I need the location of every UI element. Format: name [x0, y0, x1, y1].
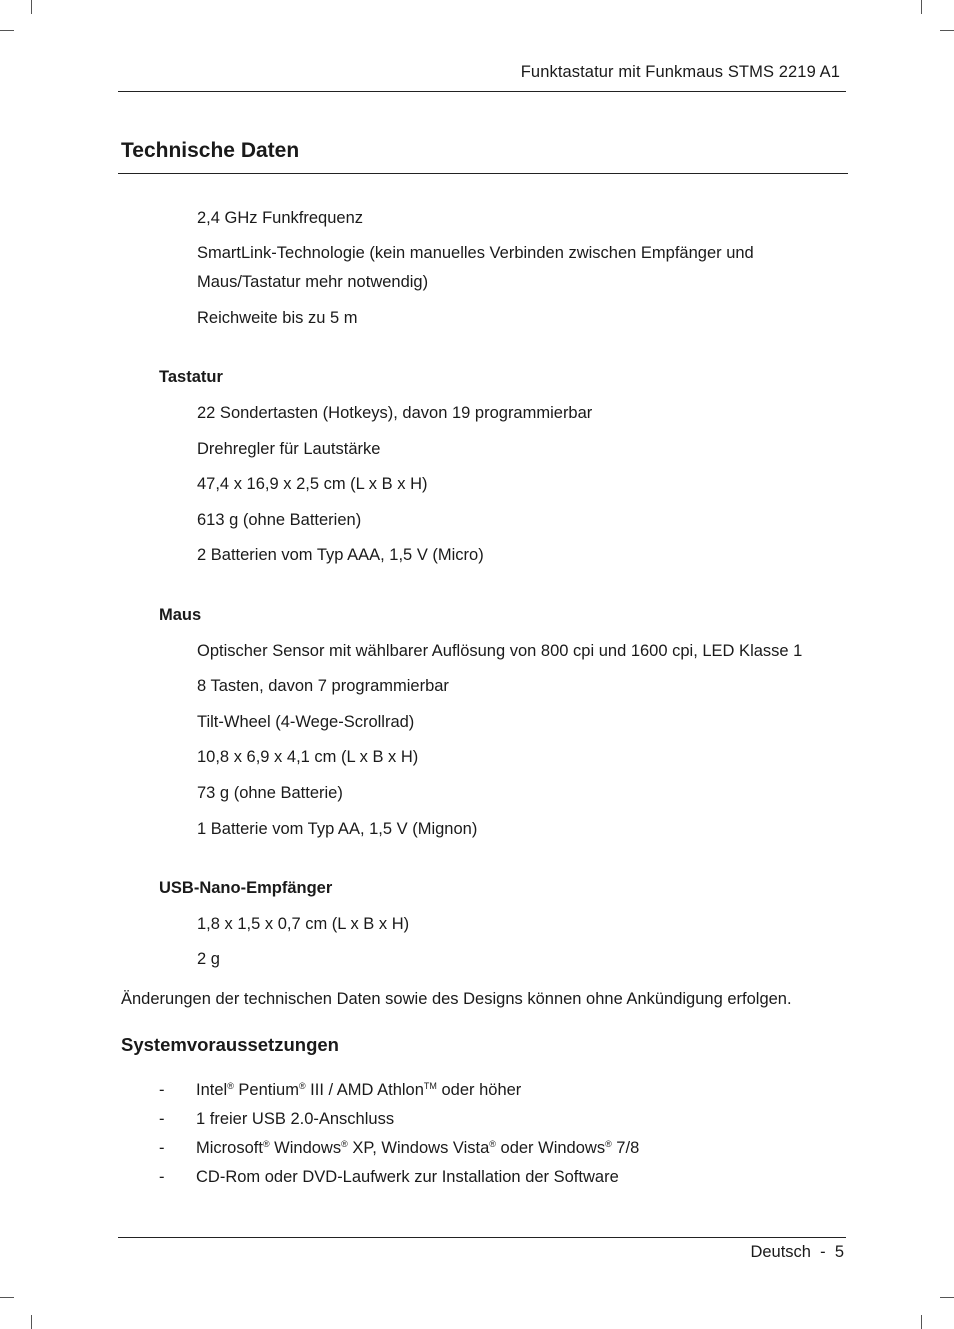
- spec-item: 2,4 GHz Funkfrequenz: [197, 209, 363, 227]
- mouse-heading: Maus: [159, 606, 202, 624]
- keyboard-heading: Tastatur: [159, 368, 223, 386]
- spec-item: 2 g: [197, 950, 220, 968]
- spec-item: SmartLink-Technologie (kein manuelles Verbinden zwischen Empfänger und: [197, 244, 754, 262]
- list-bullet: -: [159, 1168, 165, 1186]
- spec-item: Maus/Tastatur mehr notwendig): [197, 273, 429, 291]
- list-bullet: -: [159, 1081, 165, 1099]
- list-bullet: -: [159, 1110, 165, 1128]
- spec-item: Reichweite bis zu 5 m: [197, 309, 358, 327]
- crop-mark: [0, 30, 14, 31]
- requirement-item: Microsoft® Windows® XP, Windows Vista® oder Windows® 7/8: [196, 1139, 640, 1157]
- registered-mark: ®: [605, 1139, 612, 1149]
- spec-item: 73 g (ohne Batterie): [197, 784, 343, 802]
- spec-item: 10,8 x 6,9 x 4,1 cm (L x B x H): [197, 748, 419, 766]
- change-notice: Änderungen der technischen Daten sowie des Designs können ohne Ankündigung erfolgen.: [121, 990, 792, 1008]
- requirement-item: 1 freier USB 2.0-Anschluss: [196, 1110, 395, 1128]
- spec-item: 2 Batterien vom Typ AAA, 1,5 V (Micro): [197, 546, 484, 564]
- spec-item: 1 Batterie vom Typ AA, 1,5 V (Mignon): [197, 820, 478, 838]
- requirement-item: Intel® Pentium® III / AMD Athlon™ oder höher: [196, 1081, 522, 1099]
- trademark-mark: TM: [423, 1081, 437, 1091]
- header-rule: [118, 91, 846, 92]
- requirement-item: CD-Rom oder DVD-Laufwerk zur Installation der Software: [196, 1168, 619, 1186]
- crop-mark: [921, 0, 922, 14]
- page-footer: Deutsch - 5: [750, 1243, 844, 1261]
- spec-item: Tilt-Wheel (4-Wege-Scrollrad): [197, 713, 415, 731]
- crop-mark: [940, 30, 954, 31]
- crop-mark: [0, 1297, 14, 1298]
- spec-item: 47,4 x 16,9 x 2,5 cm (L x B x H): [197, 475, 428, 493]
- receiver-heading: USB-Nano-Empfänger: [159, 879, 333, 897]
- running-header: Funktastatur mit Funkmaus STMS 2219 A1: [520, 63, 840, 81]
- spec-item: Optischer Sensor mit wählbarer Auflösung von 800 cpi und 1600 cpi, LED Klasse 1: [197, 642, 803, 660]
- spec-item: 1,8 x 1,5 x 0,7 cm (L x B x H): [197, 915, 410, 933]
- spec-item: Drehregler für Lautstärke: [197, 440, 381, 458]
- registered-mark: ®: [341, 1139, 348, 1149]
- crop-mark: [940, 1297, 954, 1298]
- registered-mark: ®: [298, 1081, 306, 1091]
- footer-rule: [118, 1237, 846, 1238]
- section-title-rule: [118, 173, 848, 174]
- registered-mark: ®: [227, 1081, 234, 1091]
- registered-mark: ®: [262, 1139, 270, 1149]
- registered-mark: ®: [489, 1139, 496, 1149]
- section-title: Technische Daten: [121, 139, 300, 162]
- spec-item: 22 Sondertasten (Hotkeys), davon 19 programmierbar: [197, 404, 593, 422]
- spec-item: 8 Tasten, davon 7 programmierbar: [197, 677, 449, 695]
- requirements-title: Systemvoraussetzungen: [121, 1034, 339, 1055]
- spec-item: 613 g (ohne Batterien): [197, 511, 362, 529]
- crop-mark: [921, 1315, 922, 1329]
- crop-mark: [31, 0, 32, 14]
- crop-mark: [31, 1315, 32, 1329]
- list-bullet: -: [159, 1139, 165, 1157]
